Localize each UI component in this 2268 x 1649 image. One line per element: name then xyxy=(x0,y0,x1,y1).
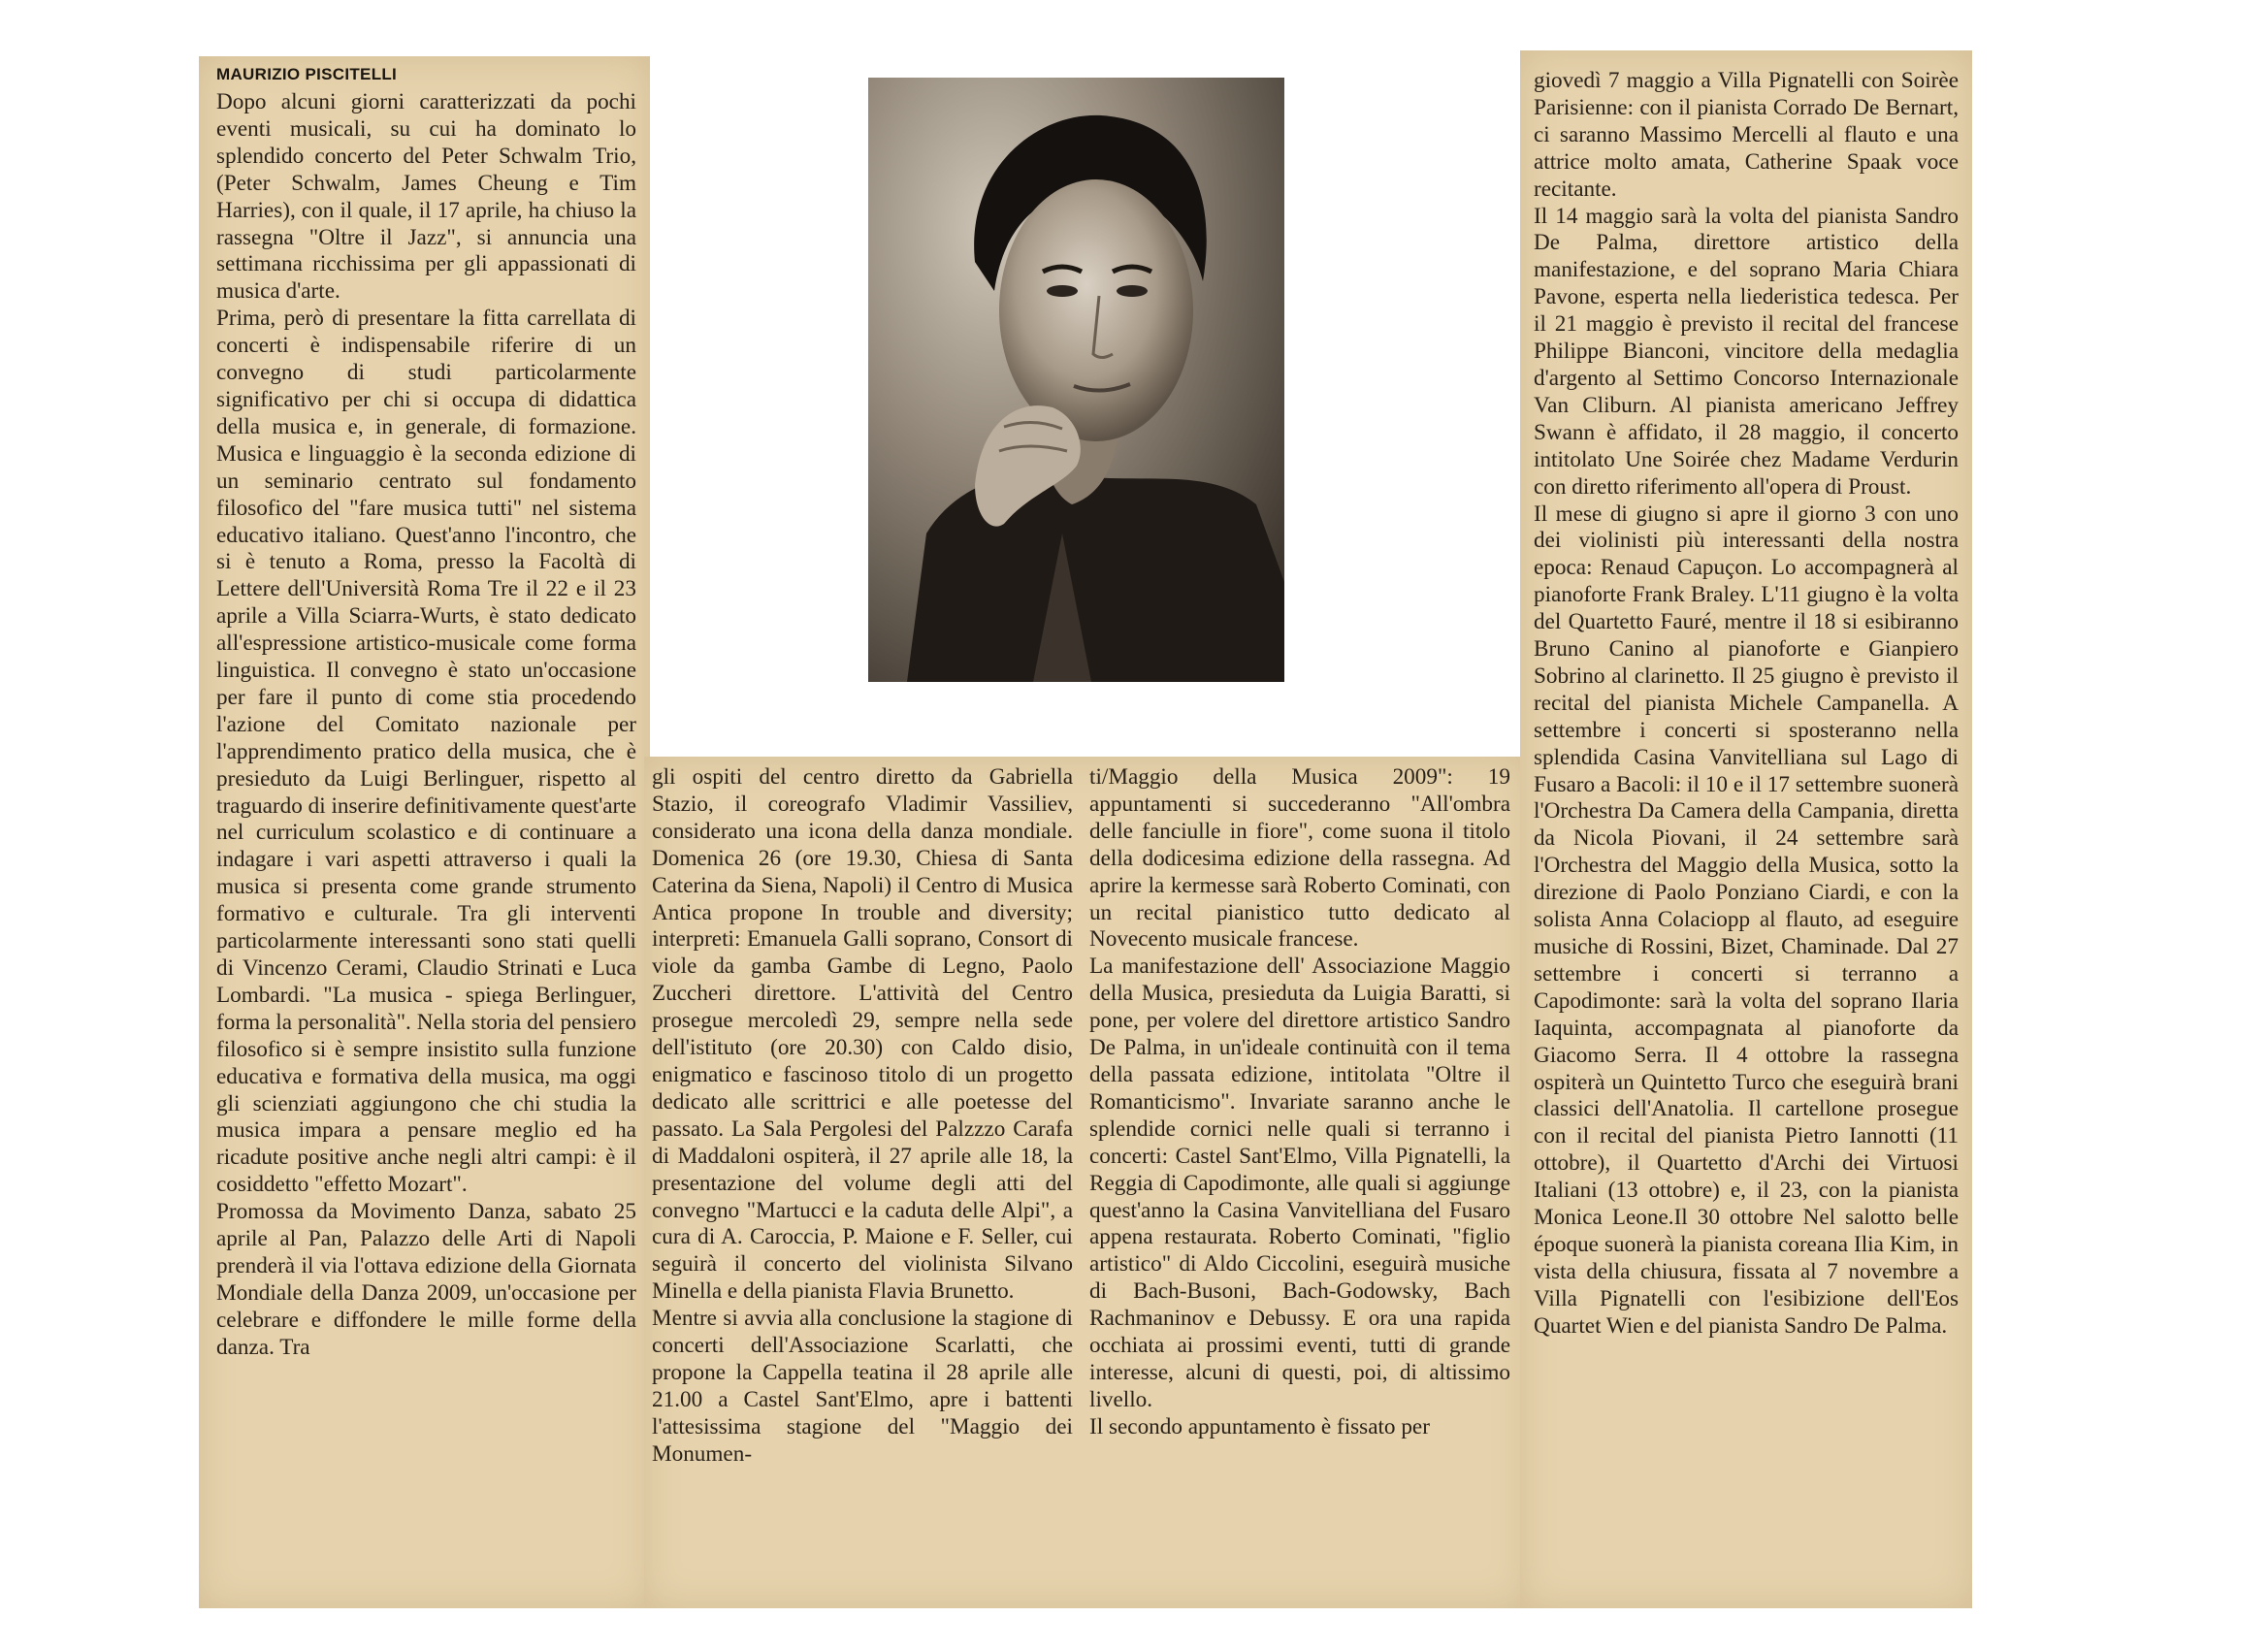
col3-paragraph-2: La manifestazione dell' Associazione Maggio della Musica, presieduta da Luigia Baratti, si pone, per volere del direttore artistico Sandro De Palma, in un'ideale continuità con il tema della passata edizione, intitolata "Oltre il Romanticismo". Invariate saranno anche le splendide cornici nelle quali si terranno i concerti: Castel Sant'Elmo, Villa Pignatelli, la Reggia di Capodimonte, alle quali si aggiunge quest'anno la Casina Vanvitelliana del Fusaro appena restaurata. Roberto Cominati, "figlio artistico" di Aldo Ciccolini, eseguirà musiche di Bach-Busoni, Bach-Godowsky, Bach Rachmaninov e Debussy. E ora una rapida occhiata ai prossimi eventi, tutti di grande interesse, alcuni di questi, poi, di altissimo livello. xyxy=(1089,954,1510,1412)
col3-paragraph-3: Il secondo appuntamento è fissato per xyxy=(1089,1413,1430,1439)
portrait-photo xyxy=(868,78,1284,682)
col4-paragraph-1: giovedì 7 maggio a Villa Pignatelli con Soirèe Parisienne: con il pianista Corrado De Bernart, ci saranno Massimo Mercelli al flauto e una attrice molto amata, Catherine Spaak voce recitante. xyxy=(1534,68,1959,202)
col1-paragraph-2: Prima, però di presentare la fitta carrellata di concerti è indispensabile riferire di un convegno di studi particolarmente significativo per chi si occupa di didattica della musica e, in generale, di formazione. Musica e linguaggio è la seconda edizione di un seminario centrato sul fondamento filosofico del "fare musica tutti" nel sistema educativo italiano. Quest'anno l'incontro, che si è tenuto a Roma, presso la Facoltà di Lettere dell'Università Roma Tre il 22 e il 23 aprile a Villa Sciarra-Wurts, è stato dedicato all'espressione artistico-musicale come forma linguistica. Il convegno è stato un'occasione per fare il punto di come stia procedendo l'azione del Comitato nazionale per l'apprendimento pratico della musica, che è presieduto da Luigi Berlinguer, rispetto al traguardo di inserire definitivamente quest'arte nel curriculum scolastico e di continuare a indagare i vari aspetti attraverso i quali la musica si presenta come grande strumento formativo e culturale. Tra gli interventi particolarmente interessanti sono stati quelli di Vincenzo Cerami, Claudio Strinati e Luca Lombardi. "La musica - spiega Berlinguer, forma la personalità". Nella storia del pensiero filosofico si è sempre insistito sulla funzione educativa e formativa della musica, ma oggi gli scienziati aggiungono che chi studia la musica impara a pensare meglio ed ha ricadute positive anche negli altri campi: è il cosiddetto "effetto Mozart". xyxy=(216,306,636,1198)
col4-paragraph-3: Il mese di giugno si apre il giorno 3 con uno dei violinisti più interessanti della nostra epoca: Renaud Capuçon. Lo accompagnerà al pianoforte Frank Braley. L'11 giugno è la volta del Quartetto Fauré, mentre il 18 si esibiranno Bruno Canino al pianoforte e Gianpiero Sobrino al clarinetto. Il 25 giugno è previsto il recital del pianista Michele Campanella. A settembre i concerti si sposteranno nella splendida Casina Vanvitelliana sul Lago di Fusaro a Bacoli: il 10 e il 17 settembre suonerà l'Orchestra Da Camera della Campania, diretta da Nicola Piovani, il 24 settembre sarà l'Orchestra del Maggio della Musica, sotto la direzione di Paolo Ponziano Ciardi, e con la solista Anna Colaciopp al flauto, ad eseguire musiche di Rossini, Bizet, Chaminade. Dal 27 settembre i concerti si terranno a Capodimonte: sarà la volta del soprano Ilaria Iaquinta, accompagnata al pianoforte da Giacomo Serra. Il 4 ottobre la rassegna ospiterà un Quintetto Turco che eseguirà brani classici dell'Anatolia. Il cartellone prosegue con il recital del pianista Pietro Iannotti (11 ottobre), il Quartetto d'Archi dei Virtuosi Italiani (13 ottobre) e, il 23, con la pianista Monica Leone.Il 30 ottobre Nel salotto belle époque suonerà la pianista coreana Ilia Kim, in vista della chiusura, fissata al 7 novembre a Villa Pignatelli con l'esibizione dell'Eos Quartet Wien e del pianista Sandro De Palma. xyxy=(1534,501,1959,1339)
col2-paragraph-1: gli ospiti del centro diretto da Gabriella Stazio, il coreografo Vladimir Vassiliev, considerato una icona della danza mondiale. Domenica 26 (ore 19.30, Chiesa di Santa Caterina da Siena, Napoli) il Centro di Musica Antica propone In trouble and diversity; interpreti: Emanuela Galli soprano, Consort di viole da gamba Gambe di Legno, Paolo Zuccheri direttore. L'attività del Centro prosegue mercoledì 29, sempre nella sede dell'istituto (ore 20.30) con Caldo disio, enigmatico e fascinoso titolo di un progetto dedicato alle scrittrici e alle poetesse del passato. La Sala Pergolesi del Palzzzo Carafa di Maddaloni ospiterà, il 27 aprile alle 18, la presentazione del volume degli atti del convegno "Martucci e la caduta delle Alpi", a cura di A. Caroccia, P. Maione e F. Seller, cui seguirà il concerto del violinista Silvano Minella e della pianista Flavia Brunetto. xyxy=(652,764,1073,1305)
article-byline: MAURIZIO PISCITELLI xyxy=(216,65,398,83)
col4-paragraph-2: Il 14 maggio sarà la volta del pianista Sandro De Palma, direttore artistico della manifestazione, e del soprano Maria Chiara Pavone, esperta nella liederistica tedesca. Per il 21 maggio è previsto il recital del francese Philippe Bianconi, vincitore della medaglia d'argento al Settimo Concorso Internazionale Van Cliburn. Al pianista americano Jeffrey Swann è affidato, il 28 maggio, il concerto intitolato Une Soirée chez Madame Verdurin con diretto riferimento all'opera di Proust. xyxy=(1534,203,1959,500)
article-column-1 xyxy=(216,64,636,1602)
article-column-4 xyxy=(1534,68,1959,1604)
portrait-photo-image xyxy=(868,78,1284,682)
article-column-3 xyxy=(1089,764,1510,1604)
col3-paragraph-1: ti/Maggio della Musica 2009": 19 appuntamenti si succederanno "All'ombra delle fanciulle in fiore", come suona il titolo della dodicesima edizione della rassegna. Ad aprire la kermesse sarà Roberto Cominati, con un recital pianistico tutto dedicato al Novecento musicale francese. xyxy=(1089,764,1510,953)
article-column-2 xyxy=(652,764,1073,1604)
col1-paragraph-1: Dopo alcuni giorni caratterizzati da pochi eventi musicali, su cui ha dominato lo splendido concerto del Peter Schwalm Trio, (Peter Schwalm, James Cheung e Tim Harries), con il quale, il 17 aprile, ha chiuso la rassegna "Oltre il Jazz", si annuncia una settimana ricchissima per gli appassionati di musica d'arte. xyxy=(216,89,636,305)
col1-paragraph-3: Promossa da Movimento Danza, sabato 25 aprile al Pan, Palazzo delle Arti di Napoli prenderà il via l'ottava edizione della Giornata Mondiale della Danza 2009, un'occasione per celebrare e diffondere le mille forme della danza. Tra xyxy=(216,1199,636,1360)
col2-paragraph-2: Mentre si avvia alla conclusione la stagione di concerti dell'Associazione Scarlatti, che propone la Cappella teatina il 28 aprile alle 21.00 a Castel Sant'Elmo, apre i battenti l'attesissima stagione del "Maggio dei Monumen- xyxy=(652,1306,1073,1467)
